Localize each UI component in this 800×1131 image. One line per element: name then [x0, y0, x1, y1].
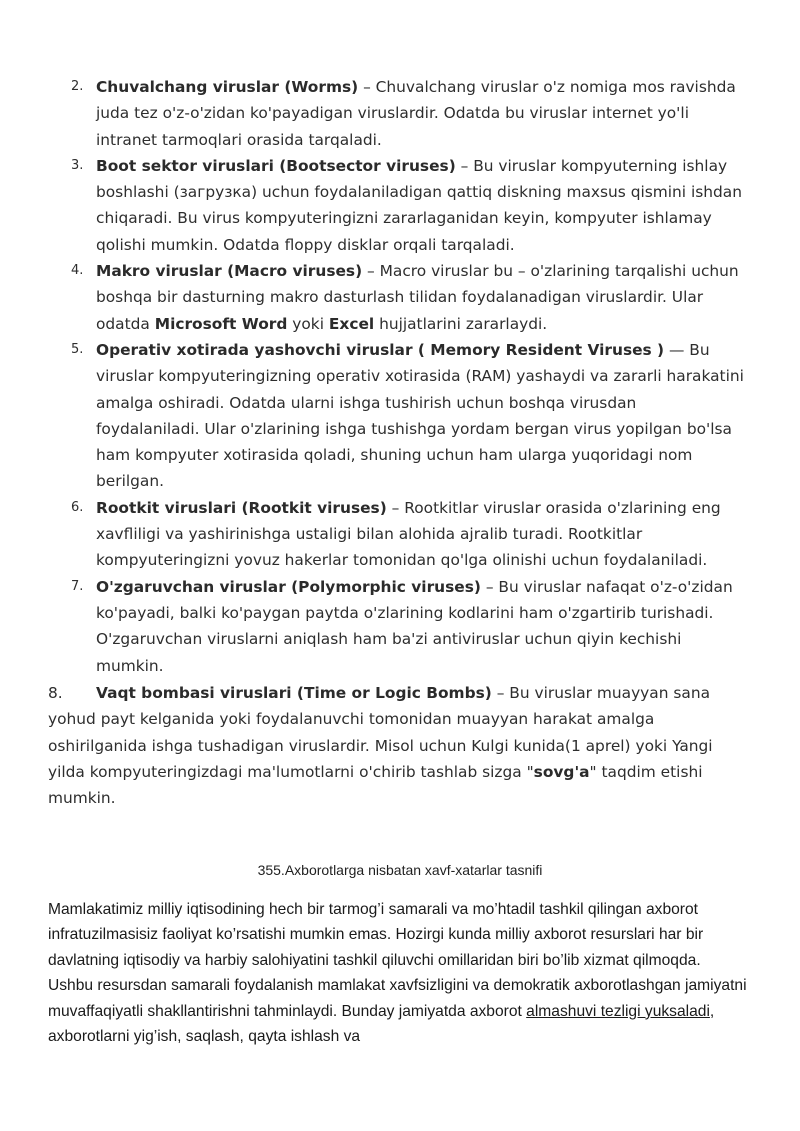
list-item-text: – Rootkitlar viruslar orasida o'zlarining eng xavfliligi va yashirinishga ustaligi bilan alohida ajralib turadi. Rootkitlar kompyuteringizni yovuz hakerlar tomonidan qo'lga olinishi uchun foydalaniladi. — [96, 498, 721, 570]
list-item-title: Chuvalchang viruslar (Worms) — [96, 78, 359, 96]
list-item-title: O'zgaruvchan viruslar (Polymorphic viruses) — [96, 577, 481, 596]
body-paragraph — [48, 897, 748, 1049]
list-item-text: – Chuvalchang viruslar o'z nomiga mos ravishda juda tez o'z-o'zidan ko'payadigan viruslardir. Odatda bu viruslar internet yo'li intranet tarmoqlari orasida tarqaladi. — [96, 78, 736, 149]
list-item-text: – Bu viruslar kompyuterning ishlay boshlashi (загрузка) uchun foydalaniladigan qattiq diskning maxsus qismini ishdan chiqaradi. Bu virus kompyuteringizni zararlaganidan keyin, kompyuter ishlamay qolishi mumkin. Odatda floppy disklar orqali tarqaladi. — [96, 156, 742, 254]
bold-term-gift: sovg'a — [533, 762, 590, 781]
paragraph-text: , axborotlarni yig’ish, saqlash, qayta ishlash va — [48, 1002, 715, 1046]
list-item-text: – Bu viruslar nafaqat o'z-o'zidan ko'payadi, balki ko'paygan paytda o'zlarining kodlarini ham o'zgartirib turishadi. O'zgaruvchan viruslarni aniqlash ham ba'zi antiviruslar uchun qiyin kechishi mumkin. — [96, 577, 733, 675]
list-item — [0, 74, 800, 153]
list-item-title: Operativ xotirada yashovchi viruslar ( Memory Resident Viruses ) — [96, 340, 665, 359]
list-item-text: " taqdim etishi mumkin. — [48, 762, 703, 808]
list-item-eight — [48, 680, 748, 811]
list-item — [0, 574, 800, 679]
list-item — [0, 495, 800, 574]
list-item-title: Rootkit viruslari (Rootkit viruses) — [96, 498, 387, 517]
bold-term-excel: Excel — [328, 314, 375, 333]
bold-term-word: Microsoft Word — [154, 314, 288, 333]
section-heading: 355.Axborotlarga nisbatan xavf-xatarlar tasnifi — [257, 862, 543, 878]
list-item-number: 8. — [48, 684, 63, 702]
list-item-text: yoki — [287, 314, 329, 333]
list-item-title: Makro viruslar (Macro viruses) — [96, 262, 363, 281]
list-item-number: 5. — [71, 341, 84, 357]
paragraph-text: Mamlakatimiz milliy iqtisodining hech bir tarmog’i samarali va mo’htadil tashkil qilingan axborot infratuzilmasisiz faoliyat ko’rsatishi mumkin emas. Hozirgi kunda milliy axborot resurslari har bir davlatning iqtisodiy va harbiy salohiyatini tashkil qiluvchi omillaridan biri bo’lib xizmat qilmoqda. Ushbu resursdan samarali foydalanish mamlakat xavfsizligini va demokratik axborotlashgan jamiyatni muvaffaqiyatli shakllantirishni tahminlaydi. Bunday jamiyatda axborot — [48, 901, 747, 1020]
list-item-title: Vaqt bombasi viruslari (Time or Logic Bombs) — [96, 684, 492, 702]
list-item — [0, 153, 800, 258]
list-item-number: 2. — [71, 79, 84, 94]
list-item — [0, 258, 800, 337]
virus-type-list — [0, 74, 800, 679]
list-item-text: – Macro viruslar bu – o'zlarining tarqalishi uchun boshqa bir dasturning makro dasturlash tilidan foydalanadigan viruslardir. Ular odatda — [96, 262, 739, 333]
list-item-number: 4. — [71, 263, 84, 279]
list-item-text: – Bu viruslar muayyan sana yohud payt kelganida yoki foydalanuvchi tomonidan muayyan harakat amalga oshirilganida ishga tushadigan viruslardir. Misol uchun Kulgi kunida(1 aprel) yoki Yangi yilda kompyuteringizdagi ma'lumotlarni o'chirib tashlab sizga " — [48, 684, 713, 781]
list-item-number: 6. — [71, 499, 84, 515]
list-item — [0, 337, 800, 495]
list-item-title: Boot sektor viruslari (Bootsector viruses) — [96, 156, 456, 175]
list-item-number: 3. — [71, 157, 84, 173]
list-item-number: 7. — [71, 578, 84, 594]
underlined-phrase: almashuvi tezligi yuksaladi — [526, 1002, 710, 1020]
list-item-text: — Bu viruslar kompyuteringizning operativ xotirasida (RAM) yashaydi va zararli harakatini amalga oshiradi. Odatda ularni ishga tushirish uchun boshqa virusdan foydalaniladi. Ular o'zlarining ishga tushishga yordam bergan virus yopilgan bo'lsa ham kompyuter xotirasida qoladi, shuning uchun ham ularga yuqoridagi nom berilgan. — [96, 340, 744, 491]
list-item-text: hujjatlarini zararlaydi. — [374, 314, 548, 333]
